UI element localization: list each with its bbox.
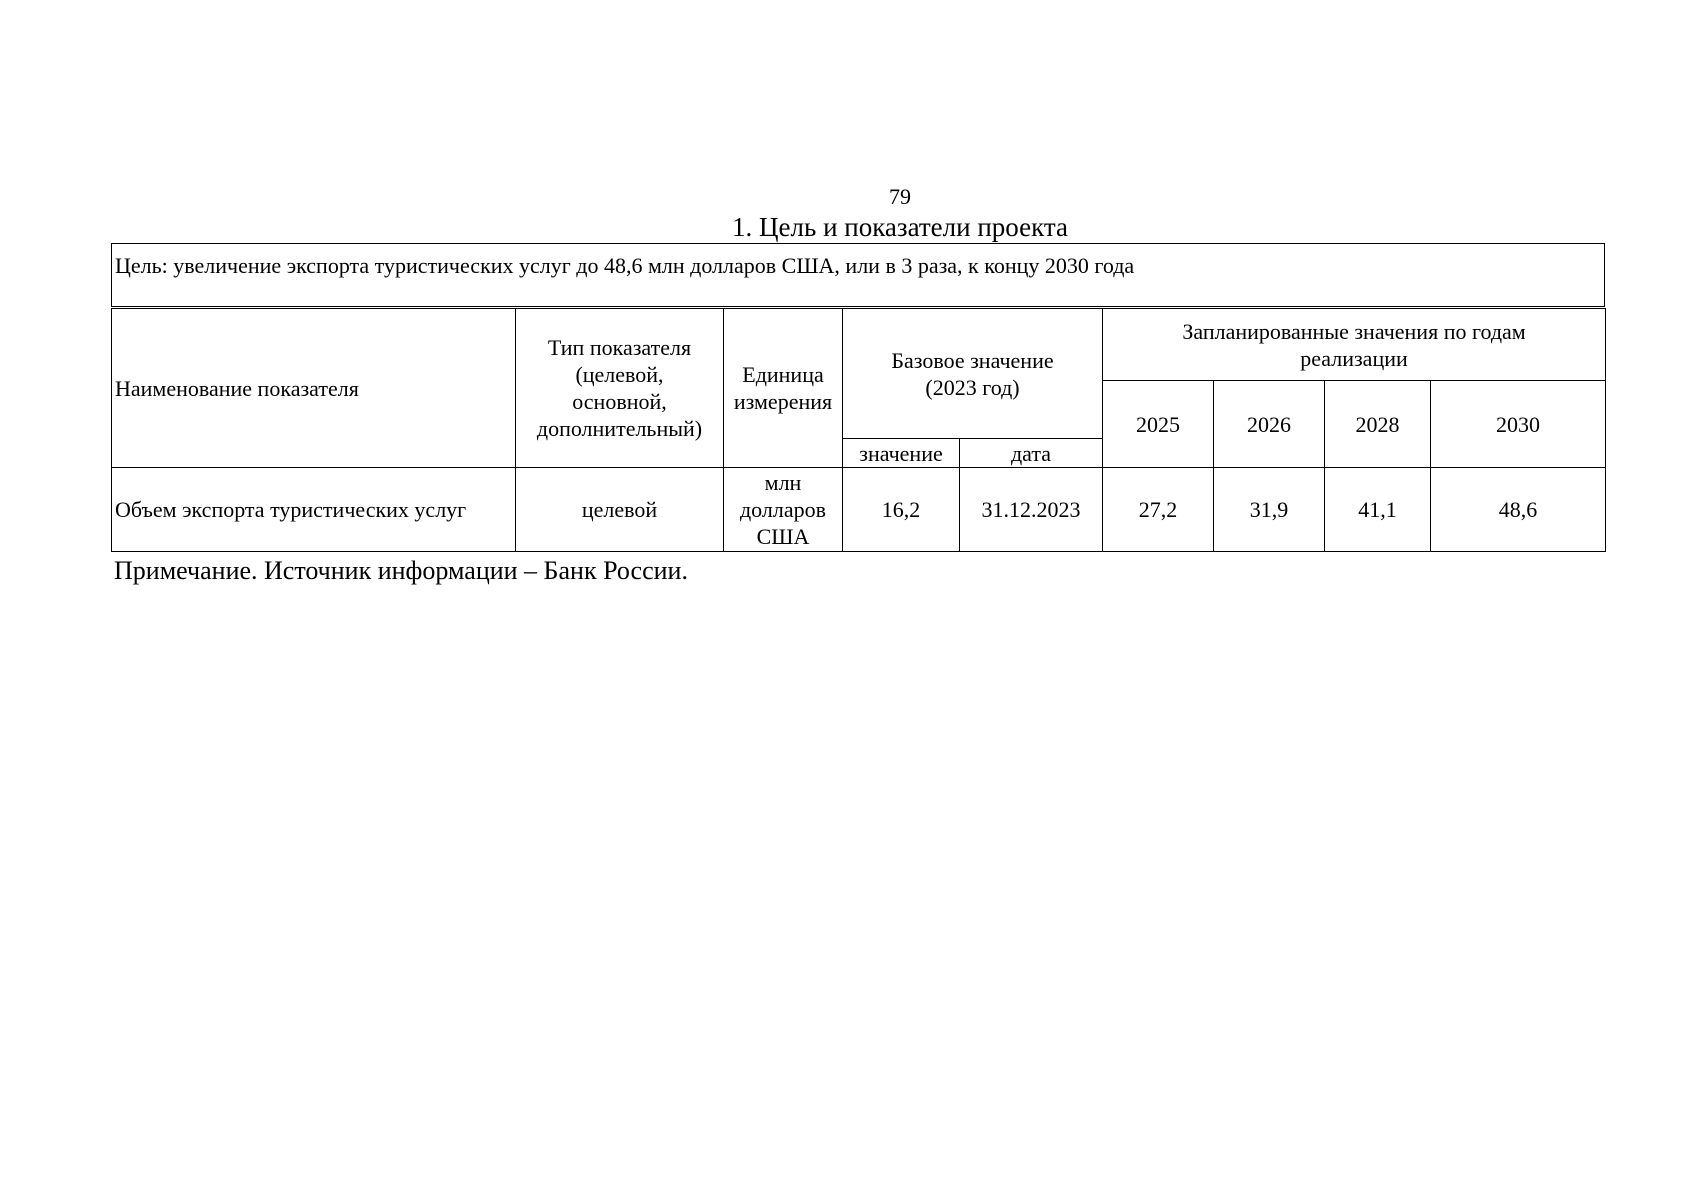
header-base-line: Базовое значение xyxy=(891,347,1054,373)
header-planned-line: Запланированные значения по годам xyxy=(1182,318,1526,344)
goal-row xyxy=(111,243,1605,307)
header-row-1 xyxy=(112,309,1606,381)
table-row xyxy=(112,468,1606,552)
cell-planned-value: 27,2 xyxy=(1103,468,1214,552)
header-indicator-name xyxy=(112,309,516,468)
section-title: 1. Цель и показатели проекта xyxy=(732,212,1068,242)
header-base-date-sub: дата xyxy=(960,439,1103,468)
cell-unit xyxy=(724,468,843,552)
source-note: Примечание. Источник информации – Банк России. xyxy=(114,556,688,585)
cell-unit-line: долларов xyxy=(739,497,826,522)
cell-unit-line: США xyxy=(756,524,810,549)
indicators-table xyxy=(111,308,1606,552)
cell-indicator-name: Объем экспорта туристических услуг xyxy=(112,468,516,552)
header-year: 2030 xyxy=(1431,381,1606,468)
header-type-line: дополнительный) xyxy=(536,416,703,441)
cell-planned-value: 48,6 xyxy=(1431,468,1606,552)
header-unit-line: Единица xyxy=(742,362,824,387)
goal-text: Цель: увеличение экспорта туристических услуг до 48,6 млн долларов США, или в 3 раза, к концу 2030 года xyxy=(115,253,1135,278)
cell-unit-line: млн xyxy=(764,470,802,495)
header-year: 2028 xyxy=(1325,381,1431,468)
header-planned-line: реализации xyxy=(1300,345,1408,371)
header-year: 2026 xyxy=(1214,381,1325,468)
header-type-line: Тип показателя xyxy=(547,335,692,360)
cell-base-date: 31.12.2023 xyxy=(960,468,1103,552)
header-type-line: основной, xyxy=(572,389,667,414)
header-year: 2025 xyxy=(1103,381,1214,468)
header-type-line: (целевой, xyxy=(575,362,664,387)
header-base-value-sub: значение xyxy=(843,439,960,468)
header-base-value xyxy=(843,309,1103,439)
page-number: 79 xyxy=(889,184,911,209)
cell-planned-value: 31,9 xyxy=(1214,468,1325,552)
header-planned-values xyxy=(1103,309,1606,381)
cell-planned-value: 41,1 xyxy=(1325,468,1431,552)
header-unit-line: измерения xyxy=(733,389,833,414)
header-unit xyxy=(724,309,843,468)
header-base-line: (2023 год) xyxy=(925,374,1020,400)
header-indicator-name-label: Наименование показателя xyxy=(115,375,359,401)
header-indicator-type xyxy=(516,309,724,468)
cell-indicator-type: целевой xyxy=(516,468,724,552)
cell-base-value: 16,2 xyxy=(843,468,960,552)
